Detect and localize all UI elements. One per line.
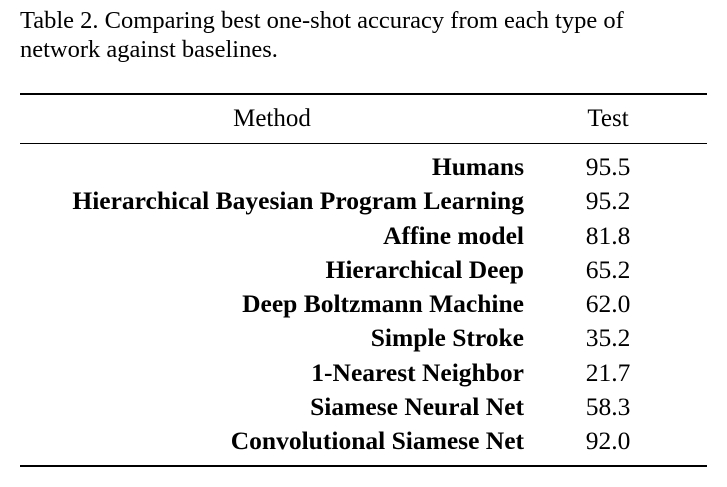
method-cell: Humans	[431, 152, 524, 181]
method-cell: Hierarchical Bayesian Program Learning	[72, 186, 524, 215]
test-cell: 35.2	[585, 323, 631, 352]
test-cell: 81.8	[585, 221, 631, 250]
test-cell: 58.3	[585, 392, 631, 421]
table-row	[20, 356, 707, 390]
method-cell: 1-Nearest Neighbor	[311, 358, 524, 387]
test-cell: 92.0	[585, 426, 631, 455]
header-test: Test	[587, 105, 629, 132]
top-rule	[20, 93, 707, 95]
table-row	[20, 150, 707, 184]
table-row	[20, 390, 707, 424]
table-row	[20, 219, 707, 253]
method-cell: Convolutional Siamese Net	[230, 426, 524, 455]
header-rule	[20, 143, 707, 144]
method-cell: Hierarchical Deep	[325, 255, 524, 284]
method-cell: Deep Boltzmann Machine	[242, 289, 524, 318]
header-method: Method	[233, 105, 311, 132]
test-cell: 95.2	[585, 186, 631, 215]
method-cell: Affine model	[383, 221, 524, 250]
method-cell: Siamese Neural Net	[310, 392, 524, 421]
table-row	[20, 253, 707, 287]
bottom-rule	[20, 465, 707, 467]
table-row	[20, 184, 707, 218]
test-cell: 65.2	[585, 255, 631, 284]
test-cell: 95.5	[585, 152, 631, 181]
test-cell: 21.7	[585, 358, 631, 387]
table-row	[20, 424, 707, 458]
table-row	[20, 287, 707, 321]
test-cell: 62.0	[585, 289, 631, 318]
method-cell: Simple Stroke	[370, 323, 524, 352]
table-row	[20, 321, 707, 355]
table-caption: Table 2. Comparing best one-shot accuracy from each type of network against baselines.	[20, 7, 624, 63]
